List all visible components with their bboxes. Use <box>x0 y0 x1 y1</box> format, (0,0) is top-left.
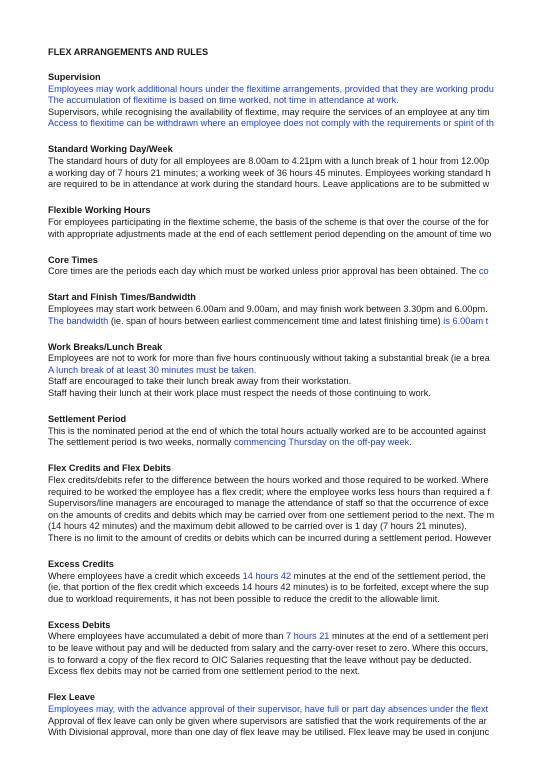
section <box>48 255 550 278</box>
highlighted-text: A lunch break of at least 30 minutes must be taken. <box>48 364 257 375</box>
body-text: due to workload requirements, it has not been possible to reduce the credit to the allowable limit. <box>48 593 440 604</box>
paragraph-line <box>48 533 550 545</box>
section-heading: Work Breaks/Lunch Break <box>48 341 163 352</box>
highlighted-text: Employees may, with the advance approval of their supervisor, have full or part day absences under the flext <box>48 703 489 714</box>
paragraph-line <box>48 95 550 107</box>
paragraph-line <box>48 84 550 96</box>
paragraph-line <box>48 727 550 739</box>
body-text: Approval of flex leave can only be given where supervisors are satisfied that the work requirements of the ar <box>48 715 487 726</box>
body-text: Excess flex debits may not be carried from one settlement period to the next. <box>48 666 361 677</box>
body-text: a working day of 7 hours 21 minutes; a working week of 36 hours 45 minutes. Employees working standard h <box>48 167 491 178</box>
document-body <box>48 72 550 739</box>
paragraph-line <box>48 118 550 130</box>
paragraph-line <box>48 716 550 728</box>
section-heading: Excess Credits <box>48 559 114 569</box>
paragraph-line <box>48 631 550 643</box>
body-text: minutes at the end of a settlement peri <box>329 631 489 642</box>
body-text: is to forward a copy of the flex record to OIC Salaries requesting that the leave without pay be deducted. <box>48 654 472 665</box>
document-title: FLEX ARRANGEMENTS AND RULES <box>48 47 209 57</box>
section <box>48 692 550 738</box>
body-text: (ie. span of hours between earliest commencement time and latest finishing time) <box>108 315 444 326</box>
section-heading: Supervision <box>48 72 101 82</box>
body-text: Where employees have a credit which exceeds <box>48 570 243 581</box>
section-heading: Settlement Period <box>48 414 127 425</box>
paragraph-line <box>48 655 550 667</box>
paragraph-line <box>48 156 550 168</box>
section <box>48 342 550 400</box>
body-text: This is the nominated period at the end of which the total hours actually worked are to be accounted against <box>48 425 486 436</box>
highlighted-text: 14 hours 42 <box>242 570 292 581</box>
paragraph-line <box>48 353 550 365</box>
paragraph-line <box>48 582 550 594</box>
section-heading: Flex Credits and Flex Debits <box>48 463 172 474</box>
paragraph-line <box>48 643 550 655</box>
paragraph-line <box>48 437 550 449</box>
paragraph-line <box>48 304 550 316</box>
highlighted-text: is 6.00am t <box>443 315 489 326</box>
body-text: There is no limit to the amount of credits or debits which can be incurred during a settlement period. However <box>48 532 492 543</box>
section <box>48 292 550 327</box>
paragraph-line <box>48 365 550 377</box>
body-text: with appropriate adjustments made at the end of each settlement period depending on the amount of time wo <box>48 228 492 239</box>
paragraph-line <box>48 498 550 510</box>
highlighted-text: commencing Thursday on the off-pay week. <box>233 437 412 448</box>
highlighted-text: Employees may work additional hours under the flexitime arrangements, provided that they are working produ <box>48 83 494 94</box>
paragraph-line <box>48 217 550 229</box>
body-text: required to be worked the employee has a flex credit; where the employee works less hours than required a f <box>48 486 490 497</box>
section <box>48 620 550 678</box>
paragraph-line <box>48 179 550 191</box>
section-heading: Flexible Working Hours <box>48 205 151 216</box>
section-heading: Excess Debits <box>48 619 111 630</box>
highlighted-text: Access to flexitime can be withdrawn where an employee does not comply with the requirements or spirit of th <box>48 118 494 129</box>
paragraph-line <box>48 388 550 400</box>
paragraph-line <box>48 487 550 499</box>
body-text: Flex credits/debits refer to the difference between the hours worked and those required to be worked. Where <box>48 474 489 485</box>
body-text: are required to be in attendance at work during the standard hours. Leave applications are to be submitted w <box>48 179 490 190</box>
highlighted-text: co <box>478 266 489 277</box>
paragraph-line <box>48 426 550 438</box>
paragraph-line <box>48 704 550 716</box>
body-text: Supervisors, while recognising the availability of flextime, may require the services of an employee at any tim <box>48 106 490 117</box>
body-text: Core times are the periods each day which must be worked unless prior approval has been obtained. The <box>48 266 479 277</box>
paragraph-line <box>48 229 550 241</box>
paragraph-line <box>48 594 550 606</box>
highlighted-text: The accumulation of flexitime is based on time worked, not time in attendance at work. <box>48 95 399 106</box>
highlighted-text: 7 hours 21 <box>286 631 330 642</box>
body-text: With Divisional approval, more than one day of flex leave may be utilised. Flex leave may be used in conjunc <box>48 727 490 738</box>
paragraph-line <box>48 168 550 180</box>
body-text: on the amounts of credits and debits which may be carried over from one settlement period to the next. The m <box>48 509 495 520</box>
section-heading: Start and Finish Times/Bandwidth <box>48 292 196 303</box>
paragraph-line <box>48 376 550 388</box>
section-heading: Standard Working Day/Week <box>48 144 173 155</box>
body-text: Employees are not to work for more than five hours continuously without taking a substantial break (ie a brea <box>48 353 490 364</box>
body-text: Employees may start work between 6.00am and 9.00am, and may finish work between 3.30pm and 6.00pm. <box>48 303 488 314</box>
body-text: (ie. that portion of the flex credit which exceeds 14 hours 42 minutes) is to be forfeited, except where the sup <box>48 582 489 593</box>
paragraph-line <box>48 571 550 583</box>
section <box>48 205 550 240</box>
paragraph-line <box>48 266 550 278</box>
paragraph-line <box>48 510 550 522</box>
section <box>48 72 550 130</box>
body-text: The standard hours of duty for all employees are 8.00am to 4.21pm with a lunch break of 1 hour from 12.00p <box>48 156 490 167</box>
paragraph-line <box>48 475 550 487</box>
body-text: to be leave without pay and will be deducted from salary and the carry-over reset to zero. Where this occurs, <box>48 643 489 654</box>
paragraph-line <box>48 316 550 328</box>
section-heading: Core Times <box>48 254 98 265</box>
body-text: (14 hours 42 minutes) and the maximum debit allowed to be carried over is 1 day (7 hours 21 minutes). <box>48 521 467 532</box>
section <box>48 144 550 190</box>
body-text: Staff having their lunch at their work place must respect the needs of those continuing to work. <box>48 387 431 398</box>
body-text: minutes at the end of the settlement period, the <box>291 570 486 581</box>
highlighted-text: The bandwidth <box>48 315 109 326</box>
body-text: Staff are encouraged to take their lunch break away from their workstation. <box>48 376 352 387</box>
section <box>48 559 550 605</box>
section <box>48 463 550 544</box>
body-text: Supervisors/line managers are encouraged to manage the attendance of staff so that the occurrence of exce <box>48 498 489 509</box>
paragraph-line <box>48 107 550 119</box>
paragraph-line <box>48 521 550 533</box>
body-text: For employees participating in the flextime scheme, the basis of the scheme is that over the course of the for <box>48 216 489 227</box>
section-heading: Flex Leave <box>48 692 95 703</box>
paragraph-line <box>48 666 550 678</box>
section <box>48 414 550 449</box>
body-text: The settlement period is two weeks, normally <box>48 437 234 448</box>
body-text: Where employees have accumulated a debit of more than <box>48 631 286 642</box>
